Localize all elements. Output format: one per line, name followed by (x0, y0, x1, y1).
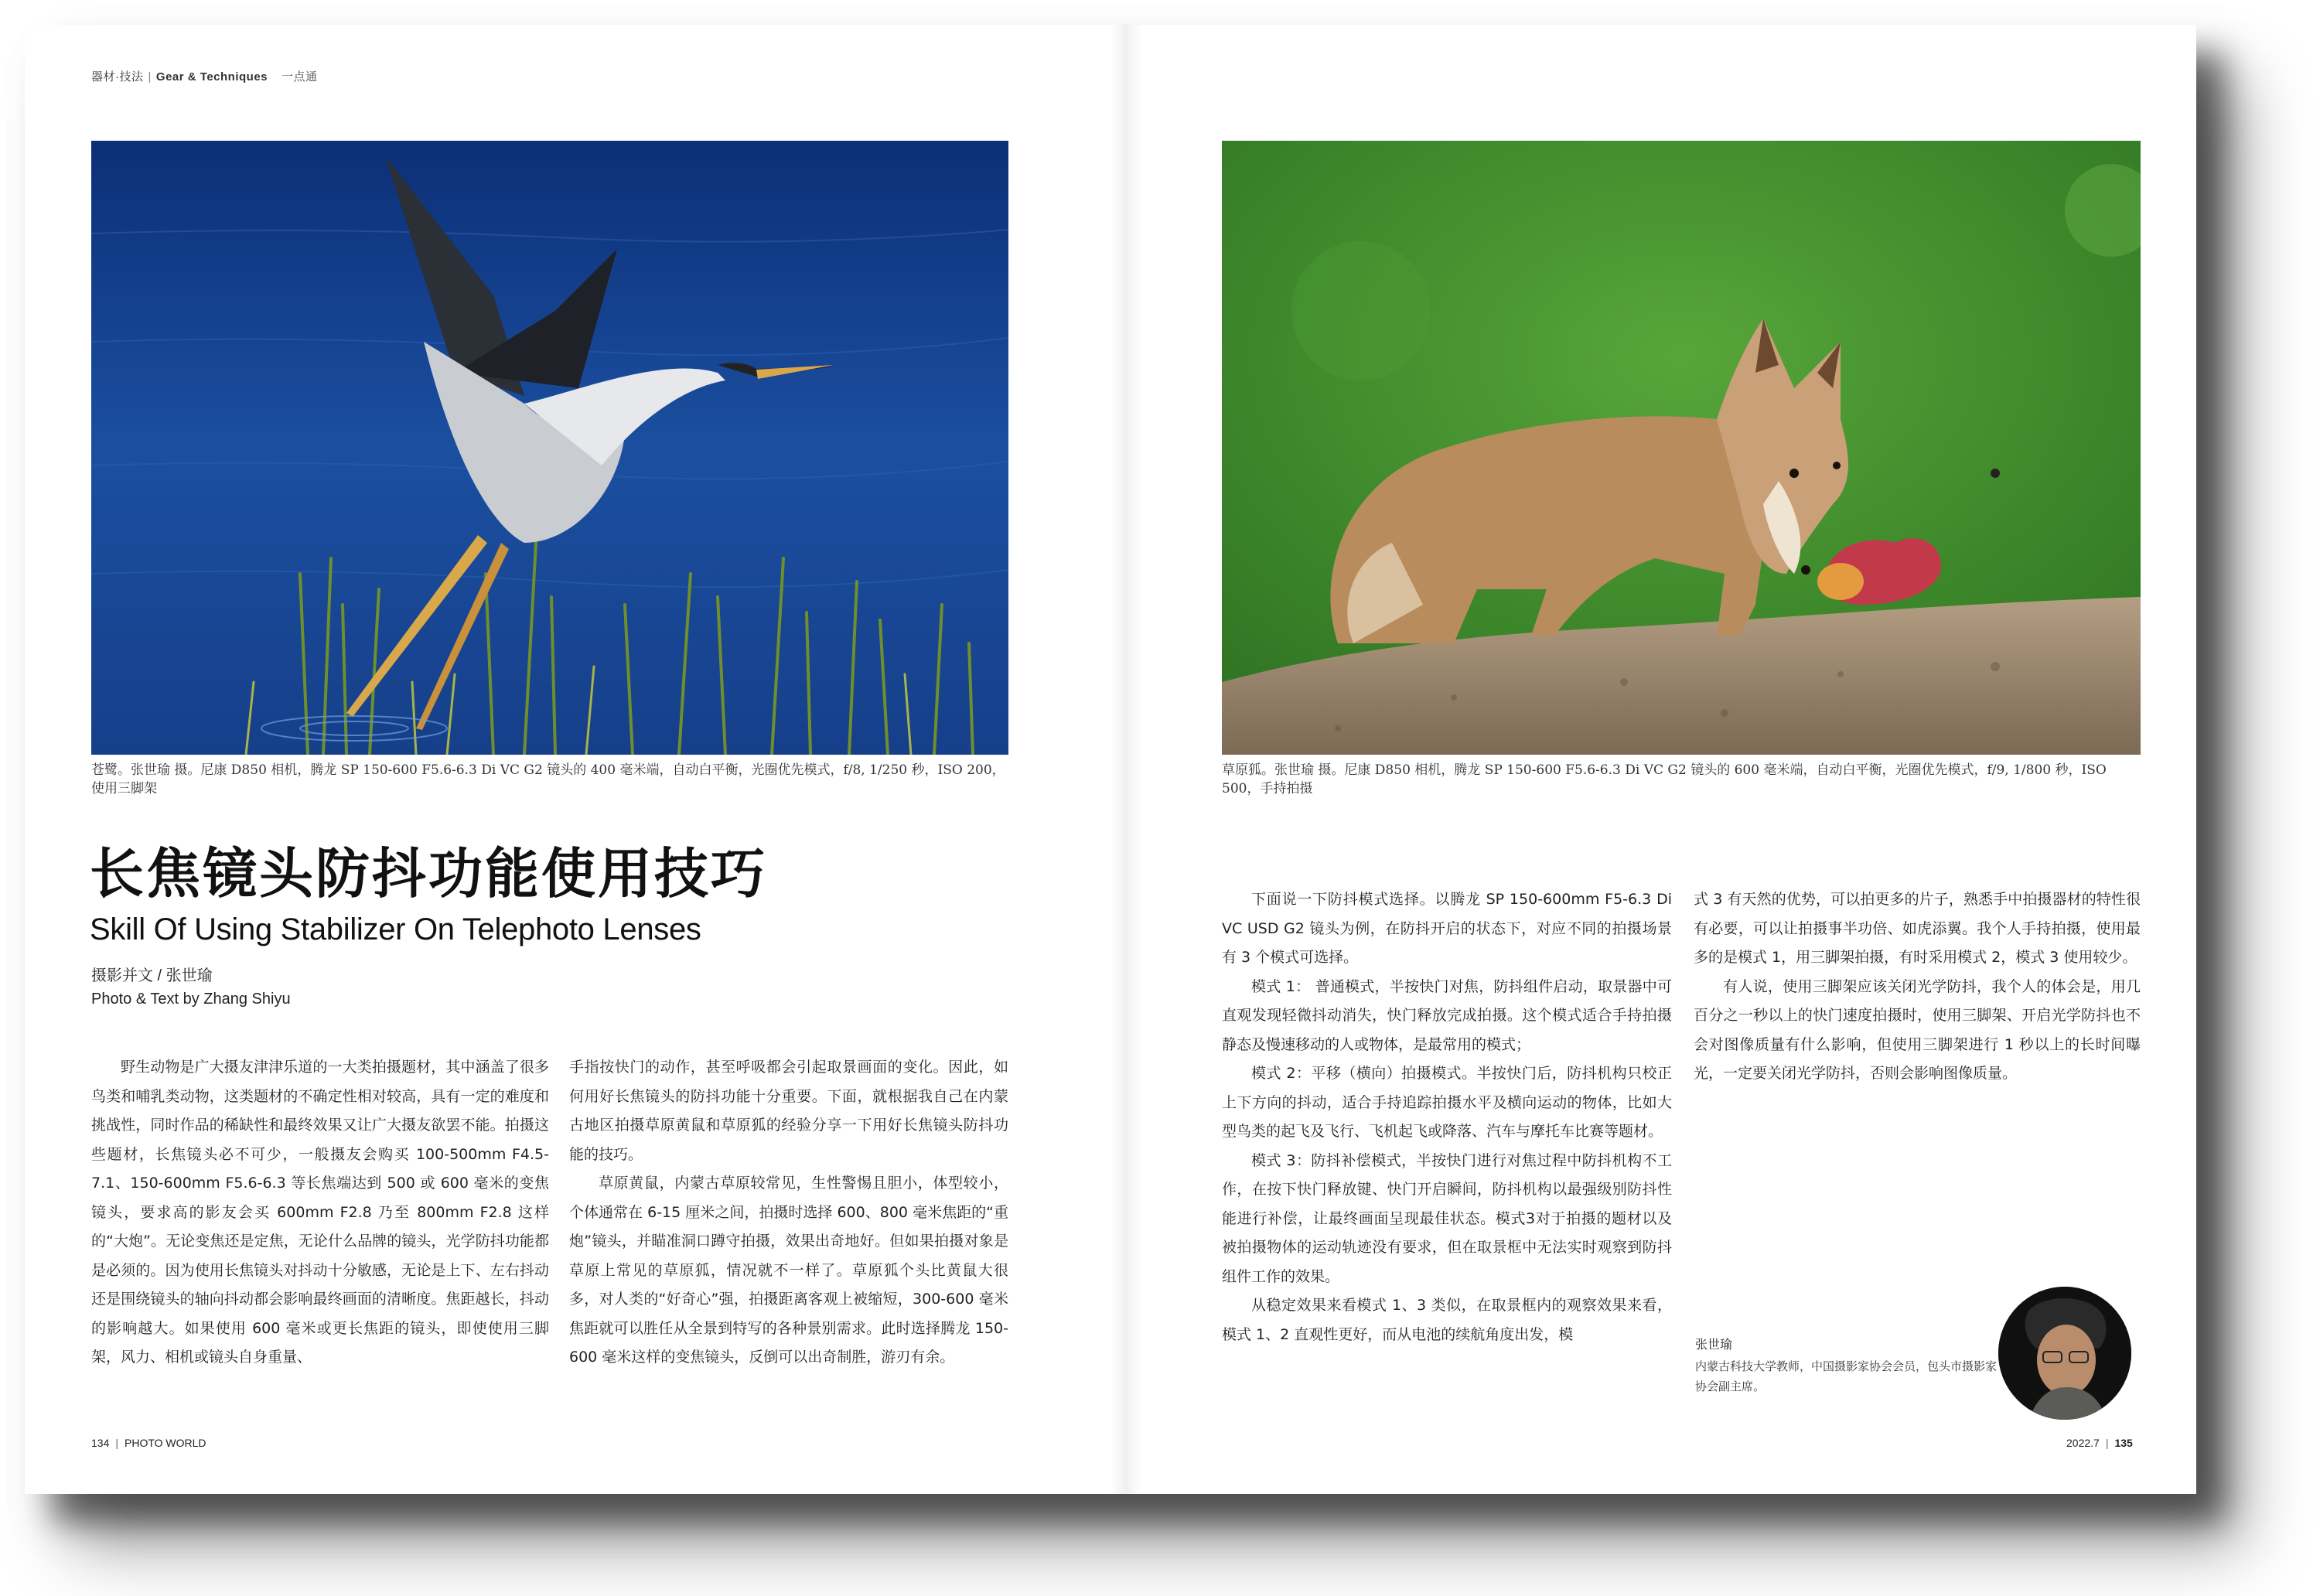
paragraph: 模式 2：平移（横向）拍摄模式。半按快门后，防抖机构只校正上下方向的抖动，适合手持追踪拍摄水平及横向运动的物体，比如大型鸟类的起飞及飞行、飞机起飞或降落、汽车与摩托车比赛等题材。 (1222, 1065, 1672, 1140)
paragraph: 野生动物是广大摄友津津乐道的一大类拍摄题材，其中涵盖了很多鸟类和哺乳类动物，这类题材的不确定性相对较高，具有一定的难度和挑战性，同时作品的稀缺性和最终效果又让广大摄友欲罢不能。拍摄这些题材，长焦镜头必不可少，一般摄友会购买 100-500mm F4.5-7.1、150-600mm F5.6-6.3 等长焦端达到 500 或 600 毫米的变焦镜头，要求高的影友会买 600mm F2.8 乃至 800mm F2.8 这样的“大炮”。无论变焦还是定焦，无论什么品牌的镜头，光学防抖功能都是必须的。因为使用长焦镜头对抖动十分敏感，无论是上下、左右抖动还是围绕镜头的轴向抖动都会影响最终画面的清晰度。焦距越长，抖动的影响越大。如果使用 600 毫米或更长焦距的镜头，即使使用三脚架，风力、相机或镜头自身重量、 (91, 1059, 549, 1366)
paragraph: 有人说，使用三脚架应该关闭光学防抖，我个人的体会是，用几百分之一秒以上的快门速度拍摄时，使用三脚架、开启光学防抖也不会对图像质量有什么影响，但使用三脚架进行 1 秒以上的长时间曝光，一定要关闭光学防抖，否则会影响图像质量。 (1694, 977, 2141, 1082)
magazine-name: PHOTO WORLD (125, 1437, 206, 1449)
body-column-4 (1694, 885, 2141, 1089)
running-header: 器材·技法 | Gear & Techniques 一点通 (91, 70, 318, 84)
body-column-3 (1222, 885, 1672, 1349)
paragraph: 式 3 有天然的优势，可以拍更多的片子，熟悉手中拍摄器材的特性很有必要，可以让拍摄事半功倍、如虎添翼。我个人手持拍摄，使用最多的是模式 1，用三脚架拍摄，有时采用模式 2，模式 3 使用较少。 (1694, 891, 2141, 966)
page-number-right: 135 (2114, 1437, 2133, 1449)
fox-caption: 草原狐。张世瑜 摄。尼康 D850 相机，腾龙 SP 150-600 F5.6-6.3 Di VC G2 镜头的 600 毫米端，自动白平衡，光圈优先模式，f/9, 1/800 秒，ISO 500，手持拍摄 (1222, 762, 2107, 796)
paragraph: 模式 1： 普通模式，半按快门对焦，防抖组件启动，取景器中可直观发现轻微抖动消失，快门释放完成拍摄。这个模式适合手持拍摄静态及慢速移动的人或物体，是最常用的模式； (1222, 977, 1672, 1053)
paragraph: 草原黄鼠，内蒙古草原较常见，生性警惕且胆小，体型较小，个体通常在 6-15 厘米之间，拍摄时选择 600、800 毫米焦距的“重炮”镜头，并瞄准洞口蹲守拍摄，效果出奇地好。但如果拍摄对象是草原上常见的草原狐，情况就不一样了。草原狐个头比黄鼠大很多，对人类的“好奇心”强，拍摄距离客观上被缩短，300-600 毫米焦距就可以胜任从全景到特写的各种景别需求。此时选择腾龙 150-600 毫米这样的变焦镜头，反倒可以出奇制胜，游刃有余。 (569, 1175, 1008, 1366)
avatar (1998, 1287, 2131, 1420)
folio-right: 2022.7 | 135 (2066, 1437, 2133, 1449)
header-section-en: Gear & Techniques (155, 70, 268, 84)
header-section: 器材·技法 (91, 70, 144, 84)
page-gutter (1111, 25, 1141, 1494)
paragraph: 从稳定效果来看模式 1、3 类似，在取景框内的观察效果来看，模式 1、2 直观性更好，而从电池的续航角度出发，模 (1222, 1297, 1672, 1343)
body-column-2 (569, 1053, 1008, 1373)
issue-date: 2022.7 (2066, 1437, 2100, 1449)
article-subtitle: Skill Of Using Stabilizer On Telephoto Lenses (90, 912, 701, 946)
magazine-spread (25, 25, 2196, 1494)
author-name: 张世瑜 (1695, 1337, 1733, 1352)
byline-cn: 摄影并文 / 张世瑜 (91, 967, 213, 984)
byline-en: Photo & Text by Zhang Shiyu (91, 991, 291, 1008)
byline (91, 964, 291, 1011)
folio-left: 134 | PHOTO WORLD (91, 1437, 206, 1449)
paragraph: 下面说一下防抖模式选择。以腾龙 SP 150-600mm F5-6.3 Di VC USD G2 镜头为例，在防抖开启的状态下，对应不同的拍摄场景有 3 个模式可选择。 (1222, 891, 1672, 966)
author-bio: 内蒙古科技大学教师，中国摄影家协会会员，包头市摄影家协会副主席。 (1695, 1359, 1998, 1393)
article-title: 长焦镜头防抖功能使用技巧 (90, 842, 767, 905)
fox-photo (1222, 141, 2141, 755)
page-number-left: 134 (91, 1437, 110, 1449)
paragraph: 手指按快门的动作，甚至呼吸都会引起取景画面的变化。因此，如何用好长焦镜头的防抖功能十分重要。下面，就根据我自己在内蒙古地区拍摄草原黄鼠和草原狐的经验分享一下用好长焦镜头防抖功能的技巧。 (569, 1059, 1008, 1163)
heron-caption: 苍鹭。张世瑜 摄。尼康 D850 相机，腾龙 SP 150-600 F5.6-6.3 Di VC G2 镜头的 400 毫米端，自动白平衡，光圈优先模式，f/8, 1/250 秒，ISO 200，使用三脚架 (91, 762, 1005, 796)
header-subsection: 一点通 (281, 70, 318, 84)
body-column-1 (91, 1053, 549, 1373)
paragraph: 模式 3：防抖补偿模式，半按快门进行对焦过程中防抖机构不工作，在按下快门释放键、快门开启瞬间，防抖机构以最强级别防抖性能进行补偿，让最终画面呈现最佳状态。模式3对于拍摄的题材以及被拍摄物体的运动轨迹没有要求，但在取景框中无法实时观察到防抖组件工作的效果。 (1222, 1151, 1672, 1285)
heron-photo (91, 141, 1008, 755)
